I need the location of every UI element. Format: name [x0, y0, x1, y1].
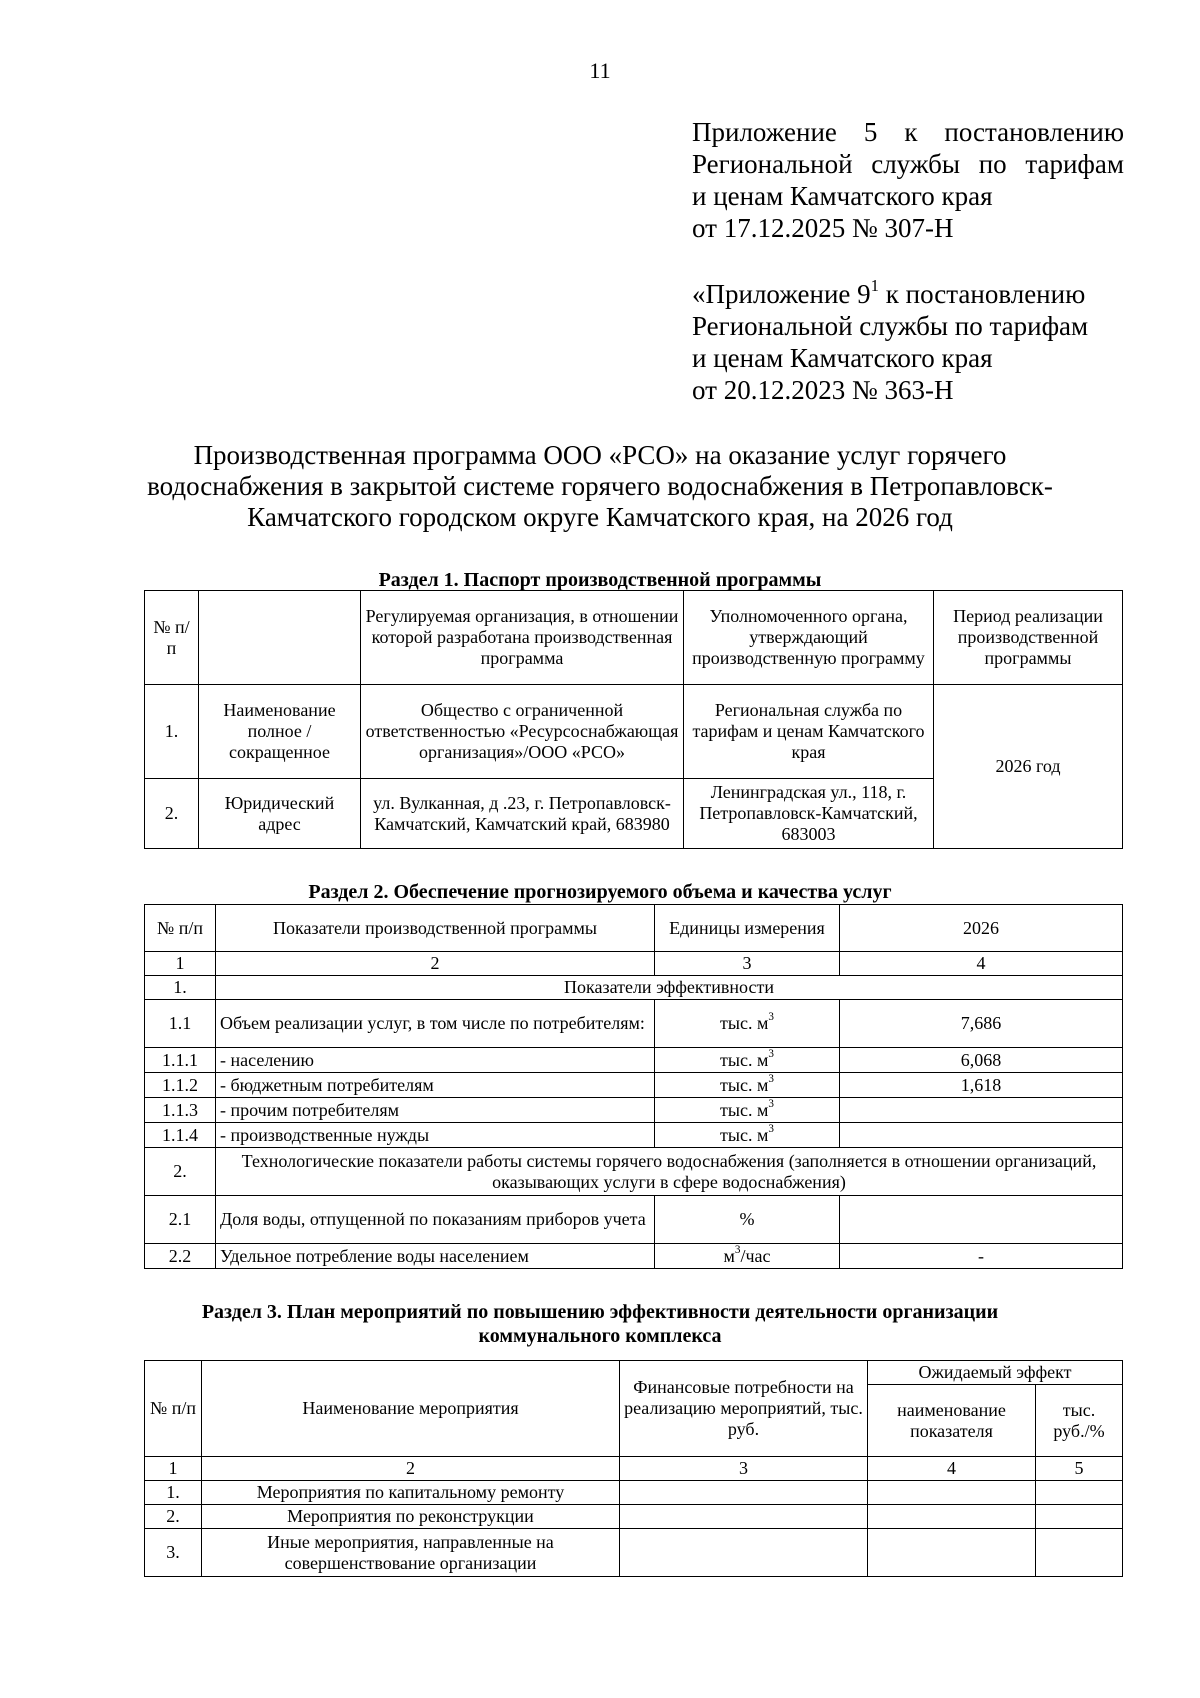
t1-header-num: № п/п [145, 591, 199, 685]
section2-table [144, 904, 1123, 1269]
table-row: 1. Мероприятия по капитальному ремонту [145, 1481, 1123, 1505]
page-number: 11 [589, 58, 611, 83]
table-row: 1.1.2 - бюджетным потребителям тыс. $м^3$ 1,618 [145, 1073, 1123, 1098]
t2-header-num: № п/п [145, 905, 216, 952]
table-row: 2. Юридический адрес ул. Вулканная, д .23, г. Петропавловск-Камчатский, Камчатский край, 683980 Ленинградская ул., 118, г. Петропавловск-Камчатский, 683003 [145, 779, 1123, 849]
t2-group2: 2. Технологические показатели работы системы горячего водоснабжения (заполняется в отношении организаций, оказывающих услуги в сфере водоснабжения) [145, 1148, 1123, 1196]
t3-header-name: Наименование мероприятия [202, 1361, 620, 1457]
table-row: 1.1 Объем реализации услуг, в том числе по потребителям: тыс. $м^3$ 7,686 [145, 1000, 1123, 1048]
t2-group1: 1. Показатели эффективности [145, 976, 1123, 1000]
table-row: 1.1.3 - прочим потребителям тыс. $м^3$ [145, 1098, 1123, 1123]
t2-header-indicator: Показатели производственной программы [216, 905, 655, 952]
appendix2-line3: и ценам Камчатского края [692, 343, 993, 373]
appendix1-line1: Приложение 5 к постановлению [692, 117, 1124, 147]
t3-header-effect: Ожидаемый эффект [868, 1361, 1123, 1385]
section3-table [144, 1360, 1123, 1577]
appendix2-line1: «Приложение $9^1$ к постановлению [692, 275, 1086, 309]
t3-header-indicator: наименование показателя [868, 1385, 1036, 1457]
appendix2-line2: Региональной службы по тарифам [692, 311, 1089, 341]
t1-header-blank [199, 591, 361, 685]
document-title: Производственная программа ООО «РСО» на оказание услуг горячего водоснабжения в закрытой системе горячего водоснабжения в Петропавловск- Камчатского городском округе Камчатского края, на 2026 год [147, 440, 1053, 532]
table-row: 2.2 Удельное потребление воды населением $м^3$/час - [145, 1244, 1123, 1269]
table-row: 1. Наименование полное / сокращенное Общество с ограниченной ответственностью «Ресурсоснабжающая организация»/ООО «РСО» Региональная служба по тарифам и ценам Камчатского края 2026 год [145, 685, 1123, 779]
t3-header-finance: Финансовые потребности на реализацию мероприятий, тыс. руб. [620, 1361, 868, 1457]
table-row: 1.1.4 - производственные нужды тыс. $м^3$ [145, 1123, 1123, 1148]
table-row: 3. Иные мероприятия, направленные на совершенствование организации [145, 1529, 1123, 1577]
t3-header-num: № п/п [145, 1361, 202, 1457]
t1-header-authority: Уполномоченного органа, утверждающий производственную программу [684, 591, 934, 685]
t2-column-numbers: 1 2 3 4 [145, 952, 1123, 976]
t2-header-year: 2026 [840, 905, 1123, 952]
t1-header-period: Период реализации производственной программы [934, 591, 1123, 685]
t3-column-numbers: 1 2 3 4 5 [145, 1457, 1123, 1481]
appendix1-line3: и ценам Камчатского края [692, 181, 993, 211]
section2-heading: Раздел 2. Обеспечение прогнозируемого объема и качества услуг [308, 881, 892, 903]
appendix-reference-original [692, 275, 1124, 406]
t1-period-value: 2026 год [934, 685, 1123, 849]
table-row: 2.1 Доля воды, отпущенной по показаниям приборов учета % [145, 1196, 1123, 1244]
section1-heading: Раздел 1. Паспорт производственной программы [378, 569, 822, 591]
t2-header-unit: Единицы измерения [655, 905, 840, 952]
appendix-reference-current [692, 116, 1124, 244]
table-row: 2. Мероприятия по реконструкции [145, 1505, 1123, 1529]
section1-table [144, 590, 1123, 849]
appendix2-line4: от 20.12.2023 № 363-Н [692, 375, 954, 405]
appendix1-line2: Региональной службы по тарифам [692, 149, 1124, 179]
section3-heading: Раздел 3. План мероприятий по повышению эффективности деятельности организации коммунального комплекса [201, 1301, 999, 1347]
appendix1-line4: от 17.12.2025 № 307-Н [692, 213, 954, 243]
t3-header-rub: тыс. руб./% [1036, 1385, 1123, 1457]
t1-header-org: Регулируемая организация, в отношении которой разработана производственная программа [361, 591, 684, 685]
table-row: 1.1.1 - населению тыс. $м^3$ 6,068 [145, 1048, 1123, 1073]
